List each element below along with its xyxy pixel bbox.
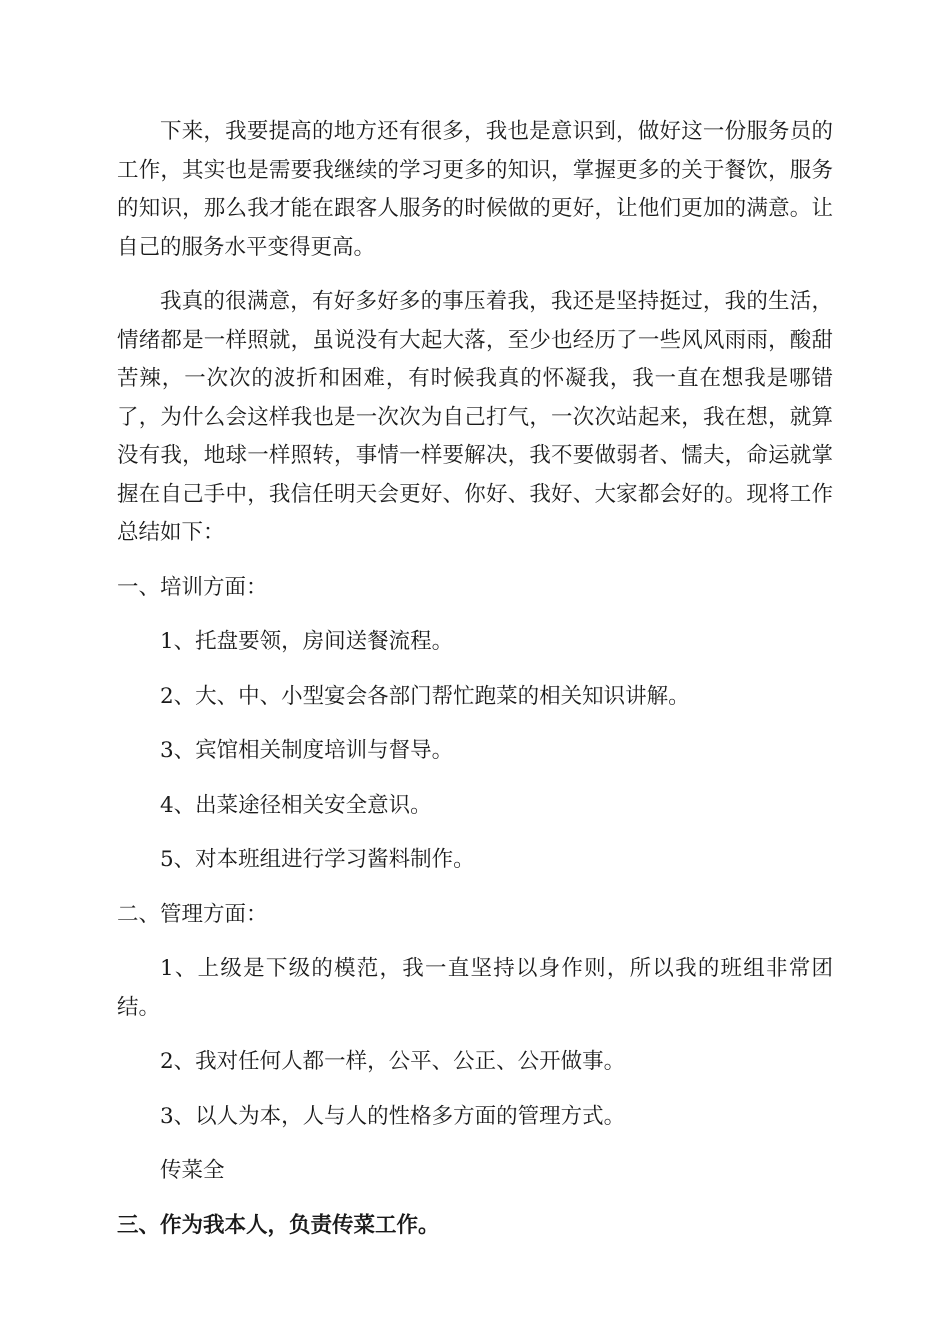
list-item: 传菜全 [160,1158,225,1183]
list-item: 1、托盘要领，房间送餐流程。 [160,629,454,654]
section-heading-training: 一、培训方面： [117,574,268,600]
section-heading-management: 二、管理方面： [117,901,268,927]
list-item: 3、以人为本，人与人的性格多方面的管理方式。 [160,1103,626,1129]
section-heading-duty: 三、作为我本人，负责传菜工作。 [117,1212,440,1238]
list-item: 4、出菜途径相关安全意识。 [160,792,432,818]
list-item: 3、宾馆相关制度培训与督导。 [160,738,454,763]
paragraph-intro: 下来，我要提高的地方还有很多，我也是意识到，做好这一份服务员的工作，其实也是需要我继续的学习更多的知识，掌握更多的关于餐饮，服务的知识，那么我才能在跟客人服务的时候做的更好，让他们更加的满意。让自己的服务水平变得更高。 [117,119,833,260]
list-item: 1、上级是下级的模范，我一直坚持以身作则，所以我的班组非常团结。 [117,956,833,1020]
list-item: 5、对本班组进行学习酱料制作。 [160,847,475,872]
list-item: 2、我对任何人都一样，公平、公正、公开做事。 [160,1049,626,1074]
paragraph-reflection: 我真的很满意，有好多好多的事压着我，我还是坚持挺过，我的生活，情绪都是一样照就，虽说没有大起大落，至少也经历了一些风风雨雨，酸甜苦辣，一次次的波折和困难，有时候我真的怀凝我，我一直在想我是哪错了，为什么会这样我也是一次次为自己打气，一次次站起来，我在想，就算没有我，地球一样照转，事情一样要解决，我不要做弱者、懦夫，命运就掌握在自己手中，我信任明天会更好、你好、我好、大家都会好的。现将工作总结如下： [117,289,833,545]
list-item: 2、大、中、小型宴会各部门帮忙跑菜的相关知识讲解。 [160,683,690,709]
document-body [117,113,833,1245]
